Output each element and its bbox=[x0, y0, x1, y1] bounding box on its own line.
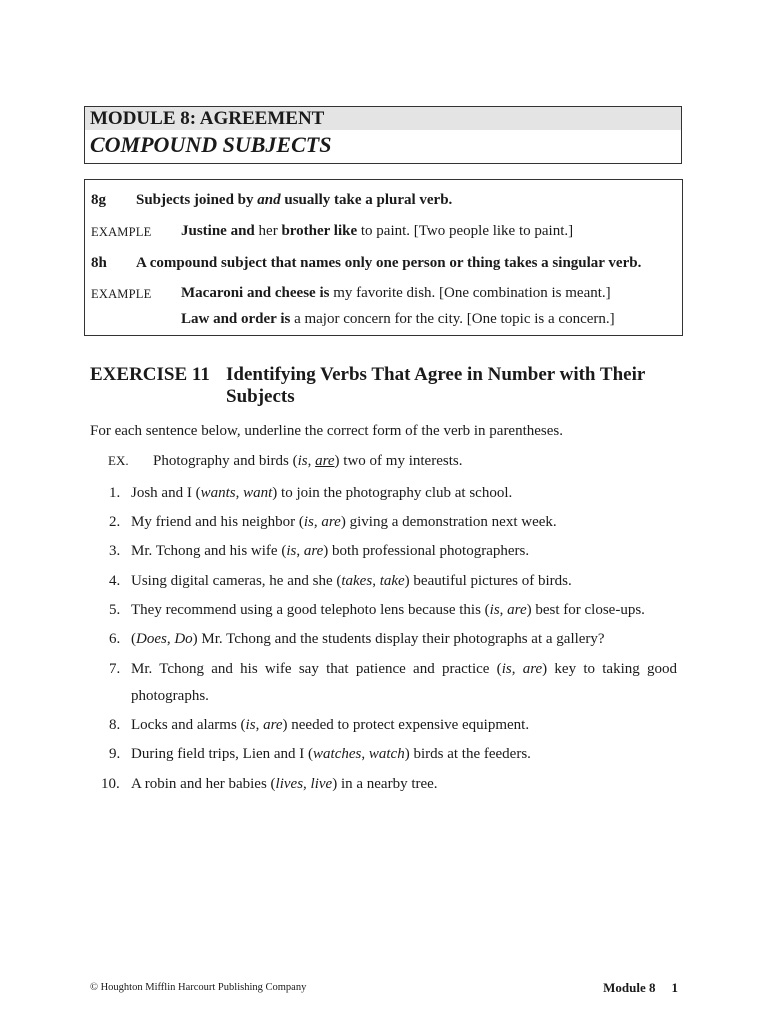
verb-choice[interactable]: are bbox=[303, 543, 324, 559]
item-sentence: Mr. Tchong and his wife say that patience and practice (is, are) key to taking good photographs. bbox=[131, 661, 678, 704]
item-sentence: They recommend using a good telephoto lens because this (is, are) best for close-ups. bbox=[131, 602, 645, 618]
footer-module: Module 8 bbox=[603, 980, 656, 995]
verb-choice[interactable]: live bbox=[310, 776, 333, 792]
item-number: 6. bbox=[109, 631, 121, 647]
rule-text: Subjects joined by and usually take a plural verb. bbox=[136, 192, 453, 208]
item-number: 10. bbox=[101, 776, 120, 792]
item-sentence: Locks and alarms (is, are) needed to protect expensive equipment. bbox=[131, 717, 530, 733]
verb-choice[interactable]: wants bbox=[200, 485, 236, 501]
section-title: COMPOUND SUBJECTS bbox=[90, 132, 332, 157]
page-number: 1 bbox=[671, 980, 678, 995]
item-number: 1. bbox=[109, 485, 121, 501]
verb-choice[interactable]: is bbox=[501, 661, 512, 677]
example-text: Justine and her brother like to paint. [Two people like to paint.] bbox=[181, 223, 574, 239]
verb-choice[interactable]: is bbox=[489, 602, 500, 618]
verb-choice[interactable]: are bbox=[263, 717, 283, 733]
rule-number: 8g bbox=[91, 192, 106, 208]
item-number: 4. bbox=[109, 573, 121, 589]
example-text: Law and order is a major concern for the city. [One topic is a concern.] bbox=[181, 311, 615, 327]
verb-choice[interactable]: watches bbox=[313, 746, 362, 762]
item-sentence: Mr. Tchong and his wife (is, are) both professional photographers. bbox=[131, 543, 530, 559]
item-number: 8. bbox=[109, 717, 121, 733]
rule-number: 8h bbox=[91, 255, 107, 271]
item-number: 5. bbox=[109, 602, 121, 618]
rule-box bbox=[84, 179, 683, 336]
item-sentence: My friend and his neighbor (is, are) giving a demonstration next week. bbox=[131, 514, 557, 530]
exercise-instructions: For each sentence below, underline the correct form of the verb in parentheses. bbox=[90, 423, 563, 439]
exercise-number: EXERCISE 11 bbox=[90, 364, 210, 385]
underlined-answer: are bbox=[315, 453, 335, 469]
example-label: EXAMPLE bbox=[91, 287, 152, 301]
page-footer bbox=[603, 980, 678, 996]
verb-choice[interactable]: is bbox=[303, 514, 314, 530]
exercise-title: Identifying Verbs That Agree in Number with Their Subjects bbox=[226, 364, 645, 407]
verb-choice[interactable]: are bbox=[507, 602, 527, 618]
verb-choice[interactable]: are bbox=[321, 514, 341, 530]
rule-text: A compound subject that names only one person or thing takes a singular verb. bbox=[136, 255, 642, 271]
example-label: EXAMPLE bbox=[91, 225, 152, 239]
item-sentence: During field trips, Lien and I (watches, watch) birds at the feeders. bbox=[131, 746, 531, 762]
example-label: EX. bbox=[108, 453, 129, 468]
item-number: 3. bbox=[109, 543, 121, 559]
example-text: Macaroni and cheese is my favorite dish. [One combination is meant.] bbox=[181, 285, 611, 301]
example-text: Photography and birds (is, are) two of my interests. bbox=[153, 453, 463, 469]
verb-choice[interactable]: watch bbox=[368, 746, 405, 762]
verb-choice[interactable]: are bbox=[522, 661, 543, 677]
verb-choice[interactable]: want bbox=[243, 485, 273, 501]
item-sentence: A robin and her babies (lives, live) in a nearby tree. bbox=[131, 776, 438, 792]
verb-choice[interactable]: Does bbox=[136, 631, 167, 647]
item-number: 7. bbox=[109, 661, 121, 677]
item-number: 9. bbox=[109, 746, 121, 762]
module-header bbox=[84, 106, 682, 164]
item-sentence: Using digital cameras, he and she (takes, take) beautiful pictures of birds. bbox=[131, 573, 572, 589]
copyright: © Houghton Mifflin Harcourt Publishing Company bbox=[90, 982, 307, 993]
verb-choice[interactable]: take bbox=[379, 573, 405, 589]
verb-choice[interactable]: lives bbox=[275, 776, 304, 792]
item-sentence: Josh and I (wants, want) to join the photography club at school. bbox=[131, 485, 513, 501]
item-sentence: (Does, Do) Mr. Tchong and the students display their photographs at a gallery? bbox=[131, 631, 605, 647]
verb-choice[interactable]: Do bbox=[174, 631, 193, 647]
item-number: 2. bbox=[109, 514, 121, 530]
verb-choice[interactable]: takes bbox=[341, 573, 373, 589]
verb-choice[interactable]: is bbox=[245, 717, 256, 733]
module-title: MODULE 8: AGREEMENT bbox=[85, 107, 681, 130]
verb-choice[interactable]: is bbox=[286, 543, 297, 559]
exercise-example bbox=[108, 453, 463, 470]
